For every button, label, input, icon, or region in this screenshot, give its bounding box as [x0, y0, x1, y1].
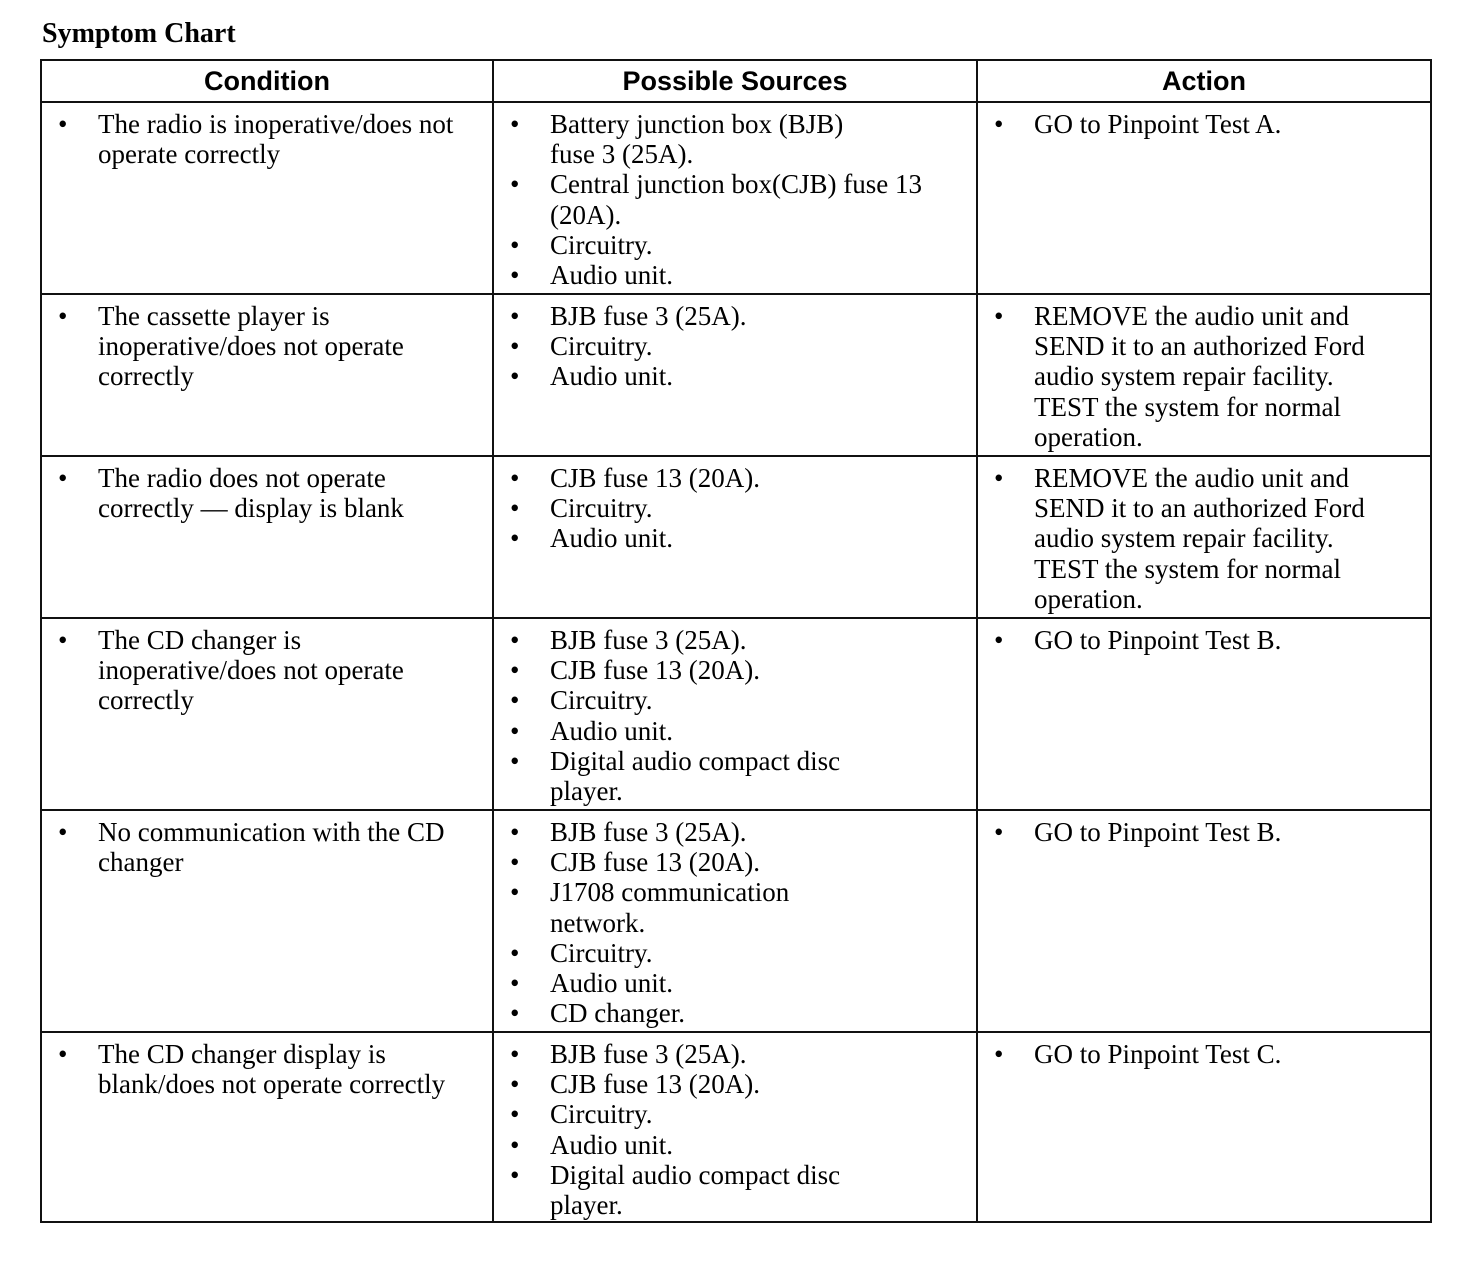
list-item: • Circuitry.: [502, 938, 968, 968]
action-cell: [977, 810, 1431, 1032]
table-row: [41, 456, 1431, 618]
list-item: • No communication with the CD changer: [50, 817, 484, 877]
condition-cell: [41, 1032, 493, 1222]
table-row: [41, 294, 1431, 456]
table-row: [41, 810, 1431, 1032]
list-item: • CJB fuse 13 (20A).: [502, 463, 968, 493]
list-item: • J1708 communication network.: [502, 877, 968, 937]
sources-list: [502, 817, 968, 1028]
action-cell: [977, 456, 1431, 618]
sources-cell: [493, 456, 977, 618]
list-item: • BJB fuse 3 (25A).: [502, 301, 968, 331]
condition-cell: [41, 102, 493, 294]
list-item: • Circuitry.: [502, 685, 968, 715]
list-item: • The radio does not operate correctly — display is blank: [50, 463, 484, 523]
condition-cell: [41, 456, 493, 618]
header-possible-sources: Possible Sources: [493, 60, 977, 102]
header-row: [41, 60, 1431, 102]
condition-list: [50, 301, 484, 392]
list-item: • Audio unit.: [502, 260, 948, 290]
action-cell: [977, 294, 1431, 456]
condition-list: [50, 109, 484, 169]
list-item: • Audio unit.: [502, 716, 968, 746]
action-cell: [977, 618, 1431, 810]
condition-list: [50, 463, 484, 523]
list-item: • BJB fuse 3 (25A).: [502, 625, 968, 655]
condition-list: [50, 625, 484, 716]
sources-list: [502, 625, 968, 806]
action-list: [986, 625, 1422, 655]
list-item: • Circuitry.: [502, 230, 948, 260]
action-list: [986, 301, 1422, 452]
list-item: • BJB fuse 3 (25A).: [502, 1039, 968, 1069]
list-item: • GO to Pinpoint Test B.: [986, 817, 1422, 847]
sources-list: [502, 109, 968, 290]
sources-cell: [493, 810, 977, 1032]
sources-cell: [493, 294, 977, 456]
list-item: • GO to Pinpoint Test C.: [986, 1039, 1422, 1069]
page-title: Symptom Chart: [42, 18, 236, 49]
list-item: • Audio unit.: [502, 361, 968, 391]
condition-list: [50, 1039, 484, 1099]
condition-list: [50, 817, 484, 877]
action-cell: [977, 102, 1431, 294]
list-item: • Digital audio compact disc player.: [502, 1160, 968, 1220]
list-item: • CJB fuse 13 (20A).: [502, 847, 968, 877]
list-item: • Audio unit.: [502, 968, 968, 998]
sources-list: [502, 301, 968, 392]
list-item: • REMOVE the audio unit and SEND it to an authorized Ford audio system repair facility. TEST the system for normal operation.: [986, 301, 1422, 452]
list-item: • CJB fuse 13 (20A).: [502, 1069, 968, 1099]
sources-list: [502, 463, 968, 554]
action-list: [986, 109, 1422, 139]
list-item: • The radio is inoperative/does not operate correctly: [50, 109, 484, 169]
list-item: • GO to Pinpoint Test A.: [986, 109, 1422, 139]
list-item: • CJB fuse 13 (20A).: [502, 655, 968, 685]
condition-cell: [41, 618, 493, 810]
list-item: • Audio unit.: [502, 523, 968, 553]
list-item: • Circuitry.: [502, 331, 968, 361]
list-item: • Digital audio compact disc player.: [502, 746, 968, 806]
action-list: [986, 817, 1422, 847]
table-row: [41, 1032, 1431, 1222]
condition-cell: [41, 810, 493, 1032]
action-list: [986, 463, 1422, 614]
table-row: [41, 618, 1431, 810]
list-item: • REMOVE the audio unit and SEND it to an authorized Ford audio system repair facility. TEST the system for normal operation.: [986, 463, 1422, 614]
action-list: [986, 1039, 1422, 1069]
list-item: • The CD changer display is blank/does not operate correctly: [50, 1039, 484, 1099]
list-item: • GO to Pinpoint Test B.: [986, 625, 1422, 655]
action-cell: [977, 1032, 1431, 1222]
list-item: • The cassette player is inoperative/does not operate correctly: [50, 301, 484, 392]
header-action: Action: [977, 60, 1431, 102]
list-item: • BJB fuse 3 (25A).: [502, 817, 968, 847]
sources-cell: [493, 618, 977, 810]
sources-cell: [493, 1032, 977, 1222]
table-row: [41, 102, 1431, 294]
sources-list: [502, 1039, 968, 1220]
list-item: • Audio unit.: [502, 1130, 968, 1160]
list-item: • Central junction box(CJB) fuse 13 (20A).: [502, 169, 948, 229]
symptom-chart-table: [40, 59, 1432, 1223]
list-item: • The CD changer is inoperative/does not operate correctly: [50, 625, 484, 716]
list-item: • Battery junction box (BJB) fuse 3 (25A).: [502, 109, 948, 169]
header-condition: Condition: [41, 60, 493, 102]
list-item: • CD changer.: [502, 998, 968, 1028]
list-item: • Circuitry.: [502, 1099, 968, 1129]
condition-cell: [41, 294, 493, 456]
sources-cell: [493, 102, 977, 294]
list-item: • Circuitry.: [502, 493, 968, 523]
